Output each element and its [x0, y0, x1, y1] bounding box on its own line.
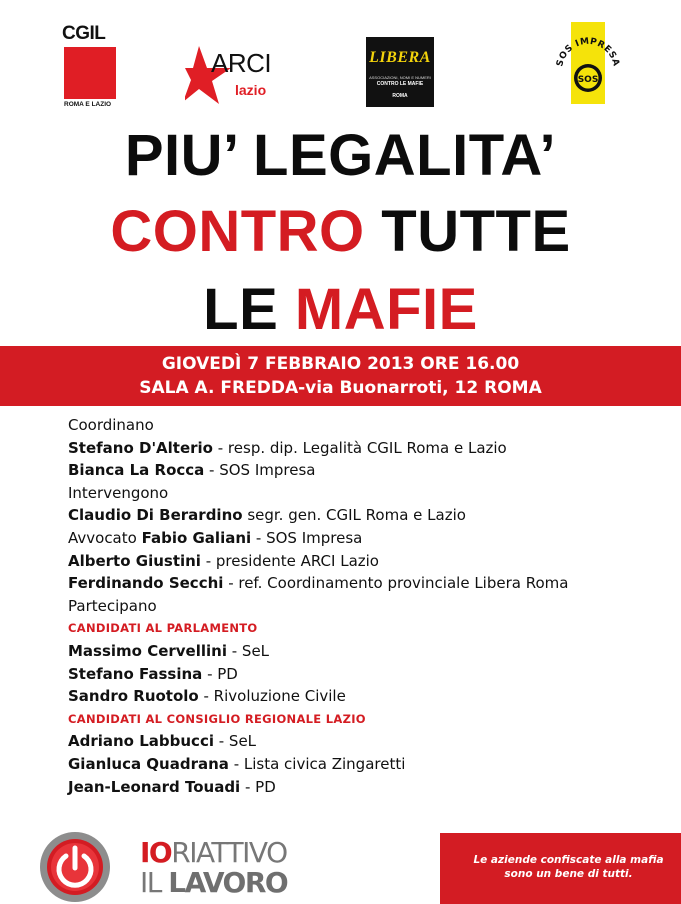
campaign-title-line-1	[140, 838, 287, 868]
arci-logo-region: lazio	[235, 82, 267, 98]
person-role: - SeL	[226, 641, 270, 660]
person-name: Sandro Ruotolo	[68, 687, 199, 706]
person-name: Fabio Galiani	[141, 528, 252, 547]
program-entry	[68, 776, 678, 799]
person-role: - resp. dip. Legalità CGIL Roma e Lazio	[212, 438, 507, 457]
cgil-logo-square	[64, 47, 116, 99]
person-role: - PD	[240, 777, 276, 796]
event-date: GIOVEDÌ 7 FEBBRAIO 2013 ORE 16.00	[161, 354, 520, 374]
program-entry	[68, 504, 678, 527]
libera-logo-line3: ROMA	[392, 93, 408, 99]
person-name: Adriano Labbucci	[68, 732, 214, 751]
person-role: - SOS Impresa	[204, 461, 316, 480]
libera-logo-line2: CONTRO LE MAFIE	[376, 81, 424, 87]
tagline-line-1: Le aziende confiscate alla mafia	[473, 854, 664, 866]
headline-line-3	[0, 278, 681, 342]
person-role: - Rivoluzione Civile	[198, 687, 346, 706]
person-name: Gianluca Quadrana	[68, 754, 229, 773]
campaign-riattivo: RIATTIVO	[171, 836, 287, 869]
person-name: Stefano D'Alterio	[68, 438, 213, 457]
arci-logo	[185, 44, 285, 106]
program-entry	[68, 572, 678, 595]
cgil-logo-subtitle: ROMA E LAZIO	[64, 101, 112, 108]
program-entry	[68, 550, 678, 573]
person-role: - SeL	[213, 732, 257, 751]
person-name: Claudio Di Berardino	[68, 506, 243, 525]
libera-logo-name: LIBERA	[369, 49, 431, 66]
event-banner	[0, 346, 681, 406]
tagline-text	[456, 853, 681, 881]
regional-candidates-label: CANDIDATI AL CONSIGLIO REGIONALE LAZIO	[68, 711, 366, 726]
program-entry	[68, 437, 678, 460]
libera-logo	[366, 37, 434, 107]
person-name: Jean-Leonard Touadi	[68, 777, 241, 796]
program-entry	[68, 730, 678, 753]
power-button-icon	[38, 830, 112, 904]
headline-mafie: MAFIE	[294, 277, 478, 342]
participants-label: Partecipano	[68, 596, 157, 615]
tagline-line-2: sono un bene di tutti.	[504, 868, 633, 880]
program-entry	[68, 663, 678, 686]
libera-logo-line1: ASSOCIAZIONI, NOMI E NUMERI	[369, 75, 431, 80]
headline-le: LE	[203, 277, 295, 342]
cgil-logo-name: CGIL	[62, 23, 106, 44]
sos-impresa-logo	[552, 22, 624, 104]
person-role: - Lista civica Zingaretti	[228, 754, 406, 773]
cgil-logo	[62, 24, 122, 110]
person-name: Ferdinando Secchi	[68, 574, 224, 593]
sos-logo-name: SOS IMPRESA	[555, 36, 621, 68]
arci-logo-name: ARCI	[211, 48, 272, 78]
person-name: Alberto Giustini	[68, 551, 201, 570]
sos-seal-icon	[552, 22, 624, 104]
person-role: - presidente ARCI Lazio	[200, 551, 379, 570]
program-list	[68, 414, 678, 798]
event-venue: SALA A. FREDDA-via Buonarroti, 12 ROMA	[139, 378, 542, 398]
person-name: Bianca La Rocca	[68, 461, 205, 480]
campaign-io: IO	[140, 836, 172, 869]
person-name: Stefano Fassina	[68, 664, 203, 683]
campaign-title-line-2	[140, 868, 287, 898]
person-role: - ref. Coordinamento provinciale Libera Roma	[223, 574, 569, 593]
program-entry	[68, 685, 678, 708]
campaign-il: IL	[140, 866, 169, 899]
headline-line-1: PIU’ LEGALITA’	[124, 123, 557, 188]
parliament-candidates-label: CANDIDATI AL PARLAMENTO	[68, 621, 258, 636]
campaign-lavoro: LAVORO	[168, 866, 288, 899]
person-role: segr. gen. CGIL Roma e Lazio	[242, 506, 466, 525]
headline-contro: CONTRO	[110, 199, 365, 264]
program-entry	[68, 753, 678, 776]
person-role: - PD	[202, 664, 238, 683]
headline-line-2	[0, 200, 681, 264]
headline-tutte: TUTTE	[364, 199, 571, 264]
sos-logo-badge: SOS	[577, 75, 599, 85]
program-entry	[68, 640, 678, 663]
program-entry	[68, 527, 678, 550]
person-name: Massimo Cervellini	[68, 641, 227, 660]
speakers-label: Intervengono	[68, 483, 169, 502]
person-prefix: Avvocato	[68, 528, 142, 547]
coordinators-label: Coordinano	[68, 416, 154, 434]
svg-text:SOS IMPRESA	[555, 37, 621, 68]
program-entry	[68, 459, 678, 482]
person-role: - SOS Impresa	[251, 528, 363, 547]
